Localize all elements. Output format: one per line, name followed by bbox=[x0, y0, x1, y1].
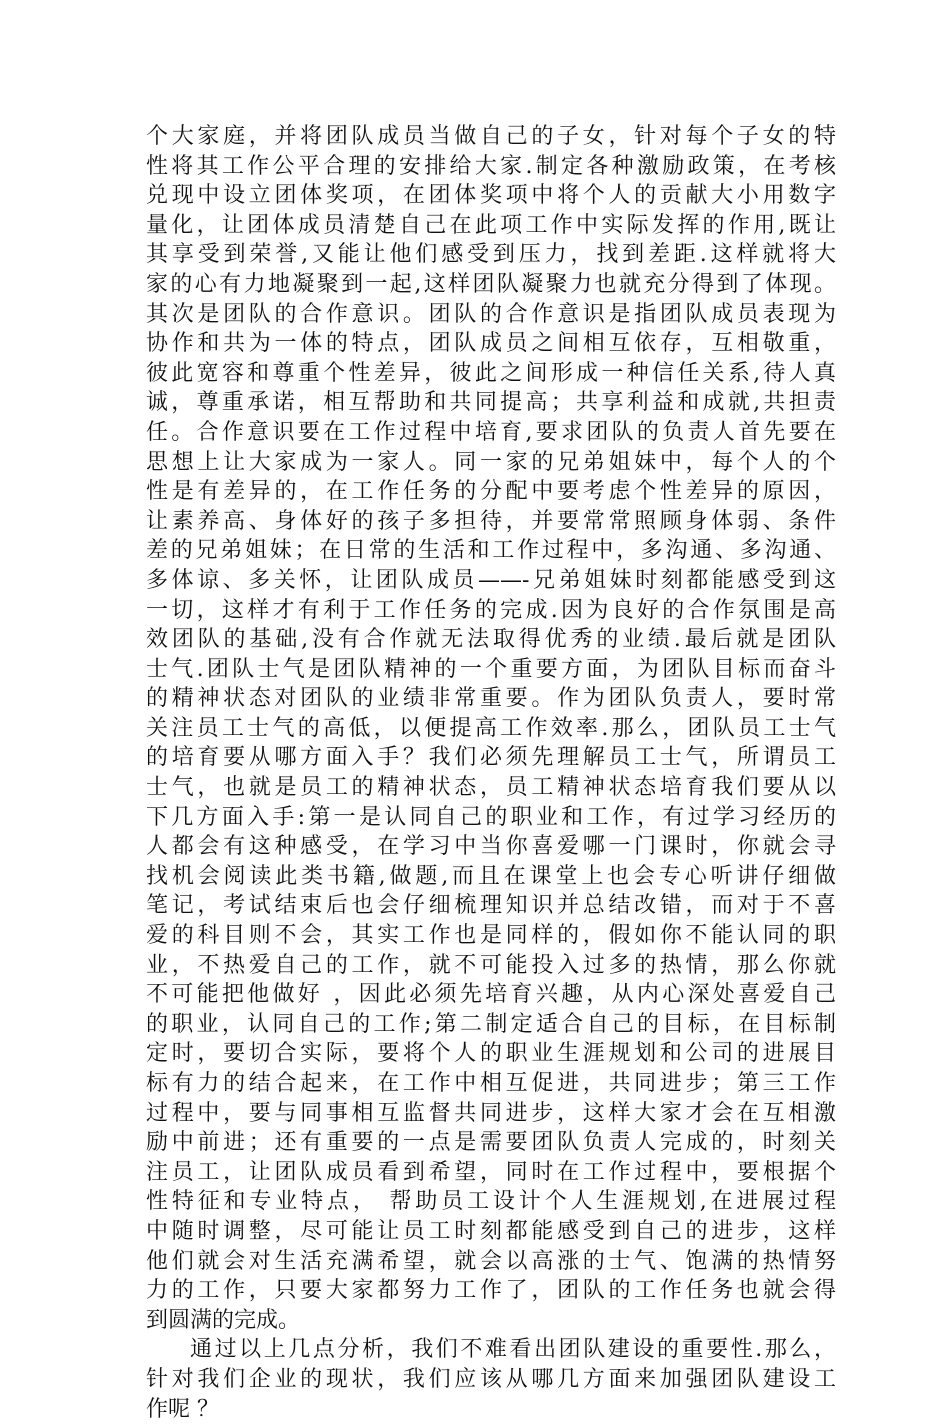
text-line: 彼此宽容和尊重个性差异，彼此之间形成一种信任关系,待人真 bbox=[146, 360, 836, 386]
text-line: 针对我们企业的现状，我们应该从哪几方面来加强团队建设工 bbox=[146, 1366, 836, 1392]
text-line: 爱的科目则不会，其实工作也是同样的，假如你不能认同的职 bbox=[146, 923, 836, 949]
text-line: 性是有差异的，在工作任务的分配中要考虑个性差异的原因， bbox=[146, 479, 836, 505]
text-line: 的精神状态对团队的业绩非常重要。作为团队负责人，要时常 bbox=[146, 686, 836, 712]
text-line: 注员工，让团队成员看到希望，同时在工作过程中，要根据个 bbox=[146, 1159, 836, 1185]
text-line: 差的兄弟姐妹；在日常的生活和工作过程中，多沟通、多沟通、 bbox=[146, 538, 836, 564]
text-line: 找机会阅读此类书籍,做题,而且在课堂上也会专心听讲仔细做 bbox=[146, 863, 836, 889]
text-line: 效团队的基础,没有合作就无法取得优秀的业绩.最后就是团队 bbox=[146, 627, 836, 653]
text-line: 性将其工作公平合理的安排给大家.制定各种激励政策，在考核 bbox=[146, 153, 836, 179]
text-line: 不可能把他做好 ，因此必须先培育兴趣，从内心深处喜爱自己 bbox=[146, 982, 836, 1008]
text-line: 个大家庭，并将团队成员当做自己的子女，针对每个子女的特 bbox=[146, 124, 836, 149]
text-line: 笔记，考试结束后也会仔细梳理知识并总结改错，而对于不喜 bbox=[146, 893, 836, 919]
text-line: 多体谅、多关怀，让团队成员——-兄弟姐妹时刻都能感受到这 bbox=[146, 567, 836, 593]
text-line: 他们就会对生活充满希望，就会以高涨的士气、饱满的热情努 bbox=[146, 1248, 836, 1274]
text-line: 的职业，认同自己的工作;第二制定适合自己的目标，在目标制 bbox=[146, 1011, 836, 1037]
text-line: 力的工作，只要大家都努力工作了，团队的工作任务也就会得 bbox=[146, 1278, 836, 1304]
text-line: 任。合作意识要在工作过程中培育,要求团队的负责人首先要在 bbox=[146, 419, 836, 445]
text-line: 诚，尊重承诺，相互帮助和共同提高；共享利益和成就,共担责 bbox=[146, 390, 836, 416]
text-line: 一切，这样才有利于工作任务的完成.因为良好的合作氛围是高 bbox=[146, 597, 836, 623]
text-line: 其次是团队的合作意识。团队的合作意识是指团队成员表现为 bbox=[146, 301, 836, 327]
text-line: 下几方面入手:第一是认同自己的职业和工作，有过学习经历的 bbox=[146, 804, 836, 830]
text-line: 业，不热爱自己的工作，就不可能投入过多的热情，那么你就 bbox=[146, 952, 836, 978]
text-line: 作呢 ？ bbox=[146, 1396, 219, 1422]
text-line: 性特征和专业特点， 帮助员工设计个人生涯规划,在进展过程 bbox=[146, 1189, 836, 1215]
text-line: 人都会有这种感受，在学习中当你喜爱哪一门课时，你就会寻 bbox=[146, 834, 836, 860]
text-line: 让素养高、身体好的孩子多担待，并要常常照顾身体弱、条件 bbox=[146, 508, 836, 534]
text-line: 关注员工士气的高低，以便提高工作效率.那么，团队员工士气 bbox=[146, 715, 836, 741]
text-line: 家的心有力地凝聚到一起,这样团队凝聚力也就充分得到了体现。 bbox=[146, 271, 836, 297]
text-line: 士气.团队士气是团队精神的一个重要方面，为团队目标而奋斗 bbox=[146, 656, 836, 682]
text-line: 思想上让大家成为一家人。同一家的兄弟姐妹中，每个人的个 bbox=[146, 449, 836, 475]
text-line: 标有力的结合起来，在工作中相互促进，共同进步；第三工作 bbox=[146, 1071, 836, 1096]
text-line: 的培育要从哪方面入手？我们必须先理解员工士气，所谓员工 bbox=[146, 745, 836, 771]
body-text bbox=[146, 122, 836, 1424]
text-line: 定时，要切合实际，要将个人的职业生涯规划和公司的进展目 bbox=[146, 1041, 836, 1067]
text-line: 通过以上几点分析，我们不难看出团队建设的重要性.那么， bbox=[190, 1337, 836, 1363]
text-line: 中随时调整，尽可能让员工时刻都能感受到自己的进步，这样 bbox=[146, 1218, 836, 1244]
text-line: 其享受到荣誉,又能让他们感受到压力，找到差距.这样就将大 bbox=[146, 242, 836, 268]
text-line: 士气，也就是员工的精神状态，员工精神状态培育我们要从以 bbox=[146, 775, 836, 801]
text-line: 量化，让团体成员清楚自己在此项工作中实际发挥的作用,既让 bbox=[146, 212, 836, 238]
text-line: 励中前进；还有重要的一点是需要团队负责人完成的，时刻关 bbox=[146, 1130, 836, 1156]
text-line: 协作和共为一体的特点，团队成员之间相互依存，互相敬重， bbox=[146, 331, 836, 357]
text-line: 到圆满的完成。 bbox=[146, 1307, 301, 1333]
text-line: 兑现中设立团体奖项，在团体奖项中将个人的贡献大小用数字 bbox=[146, 183, 836, 209]
text-line: 过程中，要与同事相互监督共同进步，这样大家才会在互相激 bbox=[146, 1100, 836, 1126]
